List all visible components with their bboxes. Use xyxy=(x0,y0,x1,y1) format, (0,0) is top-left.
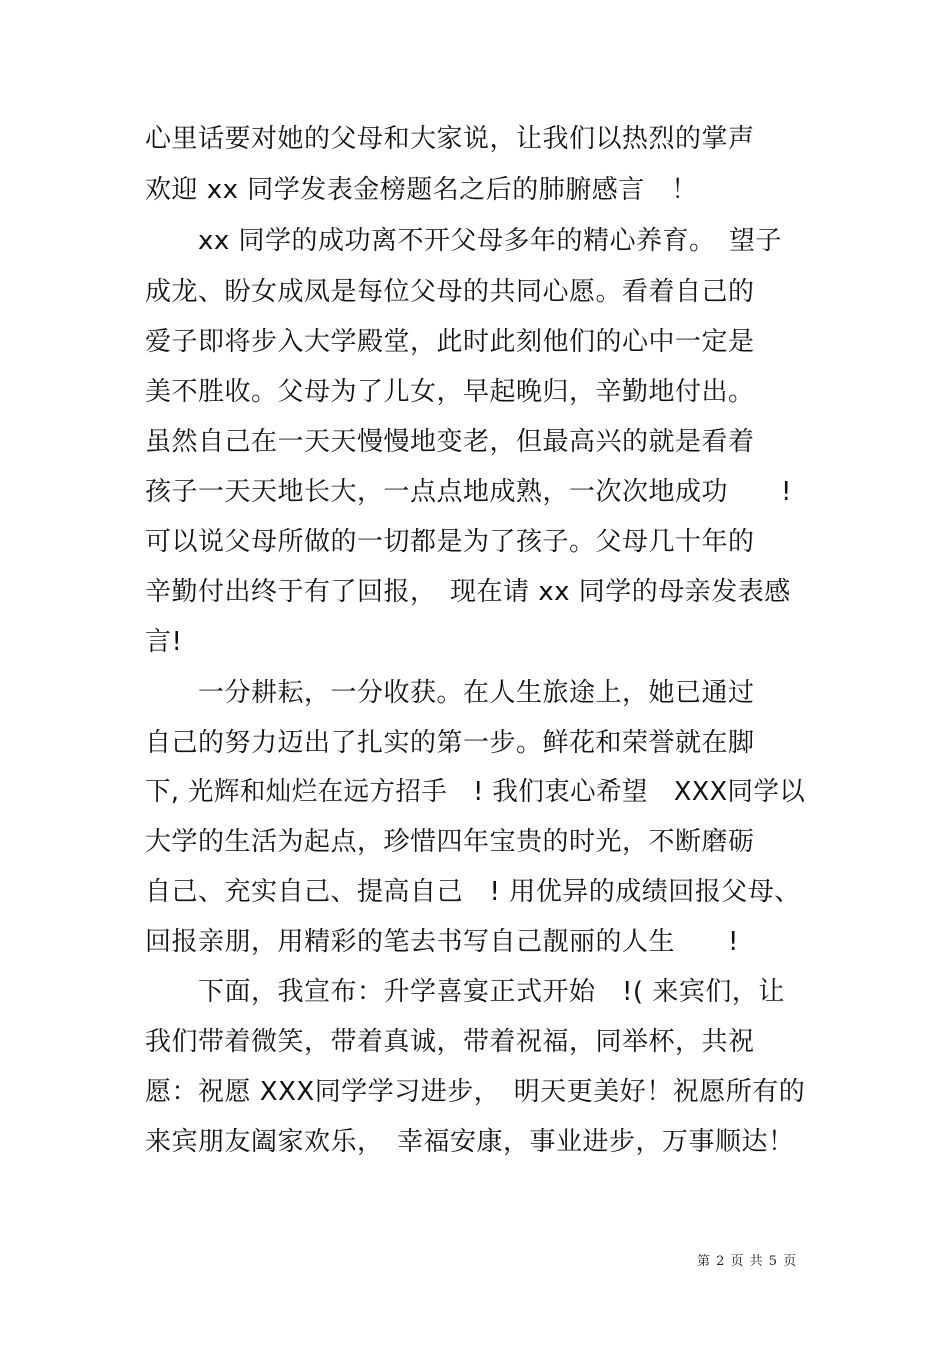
text-line: 回报亲朋，用精彩的笔去书写自己靓丽的人生 ! xyxy=(145,927,739,957)
text-line: 爱子即将步入大学殿堂，此时此刻他们的心中一定是 xyxy=(145,327,755,357)
text-line: 孩子一天天地长大，一点点地成熟，一次次地成功 ! xyxy=(145,477,792,507)
text-line: 下面，我宣布：升学喜宴正式开始 !( 来宾们，让 xyxy=(145,977,785,1007)
text-line: 我们带着微笑，带着真诚，带着祝福，同举杯，共祝 xyxy=(145,1027,755,1057)
text-line: 欢迎 xx 同学发表金榜题名之后的肺腑感言 ！ xyxy=(145,175,698,205)
text-line: 大学的生活为起点，珍惜四年宝贵的时光，不断磨砺 xyxy=(145,827,755,857)
text-line: 愿：祝愿 XXX同学学习进步， 明天更美好！祝愿所有的 xyxy=(145,1077,806,1107)
text-line: 言! xyxy=(145,627,183,657)
text-line: 虽然自己在一天天慢慢地变老，但最高兴的就是看着 xyxy=(145,427,755,457)
text-line: 成龙、盼女成凤是每位父母的共同心愿。看着自己的 xyxy=(145,277,755,307)
text-line: 自己的努力迈出了扎实的第一步。鲜花和荣誉就在脚 xyxy=(145,728,755,758)
text-line: 自己、充实自己、提高自己 ! 用优异的成绩回报父母、 xyxy=(145,877,801,907)
text-line: xx 同学的成功离不开父母多年的精心养育。 望子 xyxy=(145,226,783,256)
text-line: 下, 光辉和灿烂在远方招手 ! 我们衷心希望 XXX同学以 xyxy=(145,777,806,807)
text-line: 来宾朋友阖家欢乐， 幸福安康，事业进步，万事顺达！ xyxy=(145,1127,795,1157)
text-line: 美不胜收。父母为了儿女，早起晚归，辛勤地付出。 xyxy=(145,377,755,407)
page-number-footer: 第 2 页 共 5 页 xyxy=(697,1254,798,1269)
text-line: 一分耕耘，一分收获。在人生旅途上，她已通过 xyxy=(145,678,755,708)
text-line: 可以说父母所做的一切都是为了孩子。父母几十年的 xyxy=(145,527,755,557)
text-line: 辛勤付出终于有了回报， 现在请 xx 同学的母亲发表感 xyxy=(145,577,791,607)
text-line: 心里话要对她的父母和大家说，让我们以热烈的掌声 xyxy=(145,124,755,154)
